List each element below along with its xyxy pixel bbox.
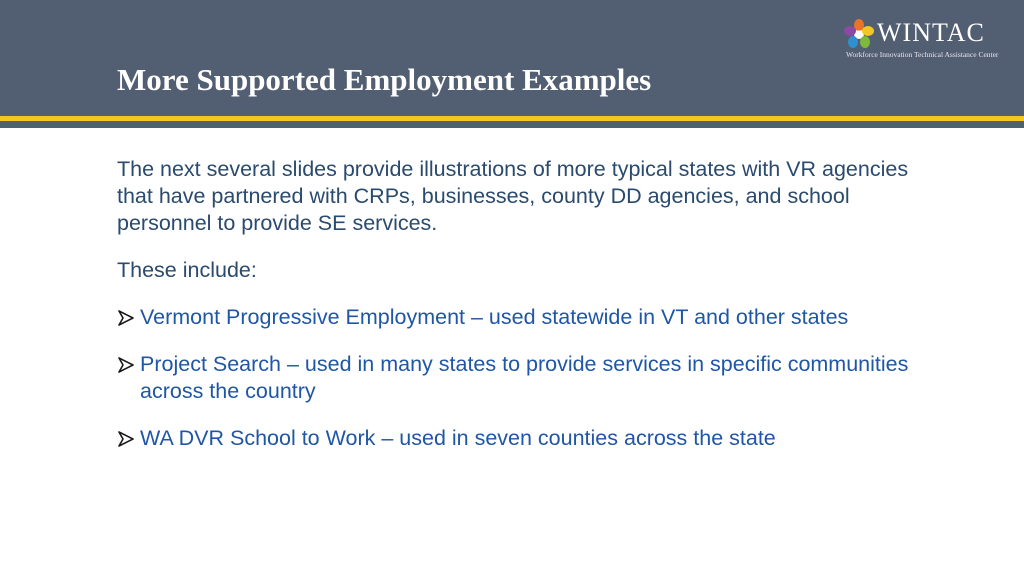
bullet-text: WA DVR School to Work – used in seven counties across the state bbox=[140, 426, 776, 450]
arrow-bullet-icon bbox=[117, 309, 135, 327]
wintac-logo bbox=[844, 17, 1014, 61]
bullet-text: Project Search – used in many states to provide services in specific communities across the country bbox=[140, 352, 909, 403]
arrow-bullet-icon bbox=[117, 356, 135, 374]
slide-header bbox=[0, 0, 1024, 116]
bullet-item bbox=[117, 351, 917, 405]
bullet-item bbox=[117, 304, 917, 331]
bullet-text: Vermont Progressive Employment – used statewide in VT and other states bbox=[140, 305, 849, 329]
intro-paragraph: The next several slides provide illustrations of more typical states with VR agencies that have partnered with CRPs, businesses, county DD agencies, and school personnel to provide SE services. bbox=[117, 157, 909, 235]
bullet-item bbox=[117, 425, 917, 452]
lead-paragraph: These include: bbox=[117, 258, 257, 282]
arrow-bullet-icon bbox=[117, 430, 135, 448]
divider-band bbox=[0, 121, 1024, 128]
slide-title: More Supported Employment Examples bbox=[117, 62, 652, 97]
logo-subtitle: Workforce Innovation Technical Assistance Center bbox=[846, 50, 999, 59]
logo-mark-icon bbox=[844, 19, 874, 49]
slide-body bbox=[117, 156, 917, 472]
logo-name: WINTAC bbox=[877, 18, 985, 47]
